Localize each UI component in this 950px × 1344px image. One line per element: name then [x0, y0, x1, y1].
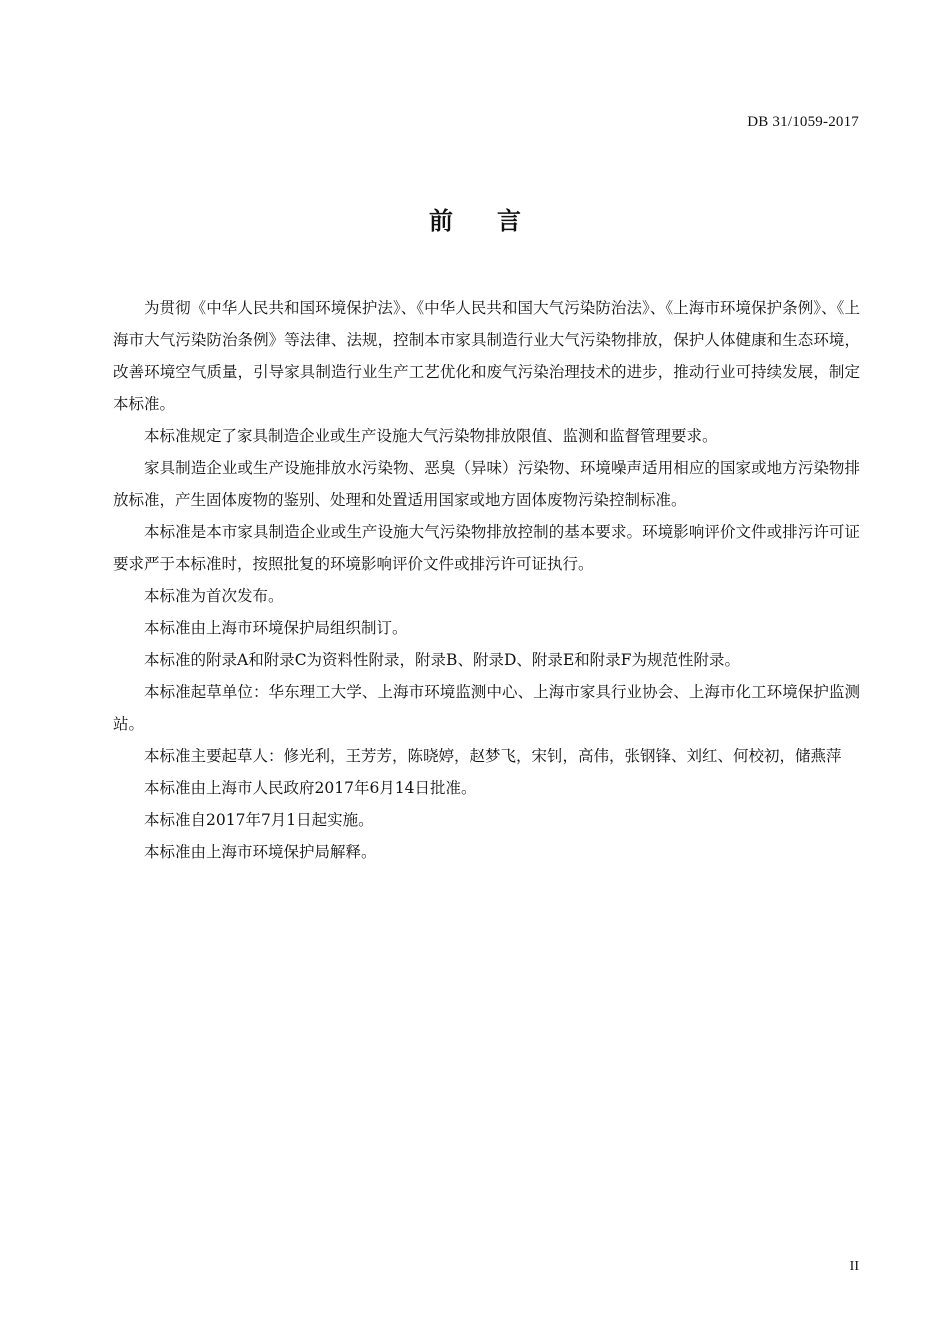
page-title: 前言: [429, 207, 565, 235]
document-body: [113, 292, 860, 868]
paragraph-organizer: 本标准由上海市环境保护局组织制订。: [144, 619, 408, 637]
paragraph-drafters: 本标准主要起草人：修光利，王芳芳，陈晓婷，赵梦飞，宋钊，高伟，张钢锋、刘红、何校初，储燕萍: [144, 747, 842, 765]
page-number: II: [849, 1259, 859, 1274]
paragraph-approval: 本标准由上海市人民政府2017年6月14日批准。: [144, 779, 477, 797]
paragraph-interpretation: 本标准由上海市环境保护局解释。: [144, 843, 377, 861]
paragraph-scope: 本标准规定了家具制造企业或生产设施大气污染物排放限值、监测和监督管理要求。: [144, 427, 718, 445]
paragraph-first-release: 本标准为首次发布。: [144, 587, 284, 605]
paragraph-basic-requirements: 本标准是本市家具制造企业或生产设施大气污染物排放控制的基本要求。环境影响评价文件或排污许可证要求严于本标准时，按照批复的环境影响评价文件或排污许可证执行。: [113, 523, 860, 573]
paragraph-drafting-units: 本标准起草单位：华东理工大学、上海市环境监测中心、上海市家具行业协会、上海市化工环境保护监测站。: [113, 683, 860, 733]
paragraph-other-pollutants: 家具制造企业或生产设施排放水污染物、恶臭（异味）污染物、环境噪声适用相应的国家或地方污染物排放标准，产生固体废物的鉴别、处理和处置适用国家或地方固体废物污染控制标准。: [113, 459, 860, 509]
document-code: DB 31/1059-2017: [747, 114, 859, 130]
paragraph-effective-date: 本标准自2017年7月1日起实施。: [144, 811, 374, 829]
paragraph-purpose: 为贯彻《中华人民共和国环境保护法》、《中华人民共和国大气污染防治法》、《上海市环境保护条例》、《上海市大气污染防治条例》等法律、法规，控制本市家具制造行业大气污染物排放，保护人体健康和生态环境，改善环境空气质量，引导家具制造行业生产工艺优化和废气污染治理技术的进步，推动行业可持续发展，制定本标准。: [113, 299, 860, 413]
paragraph-appendices: 本标准的附录A和附录C为资料性附录，附录B、附录D、附录E和附录F为规范性附录。: [144, 651, 740, 669]
